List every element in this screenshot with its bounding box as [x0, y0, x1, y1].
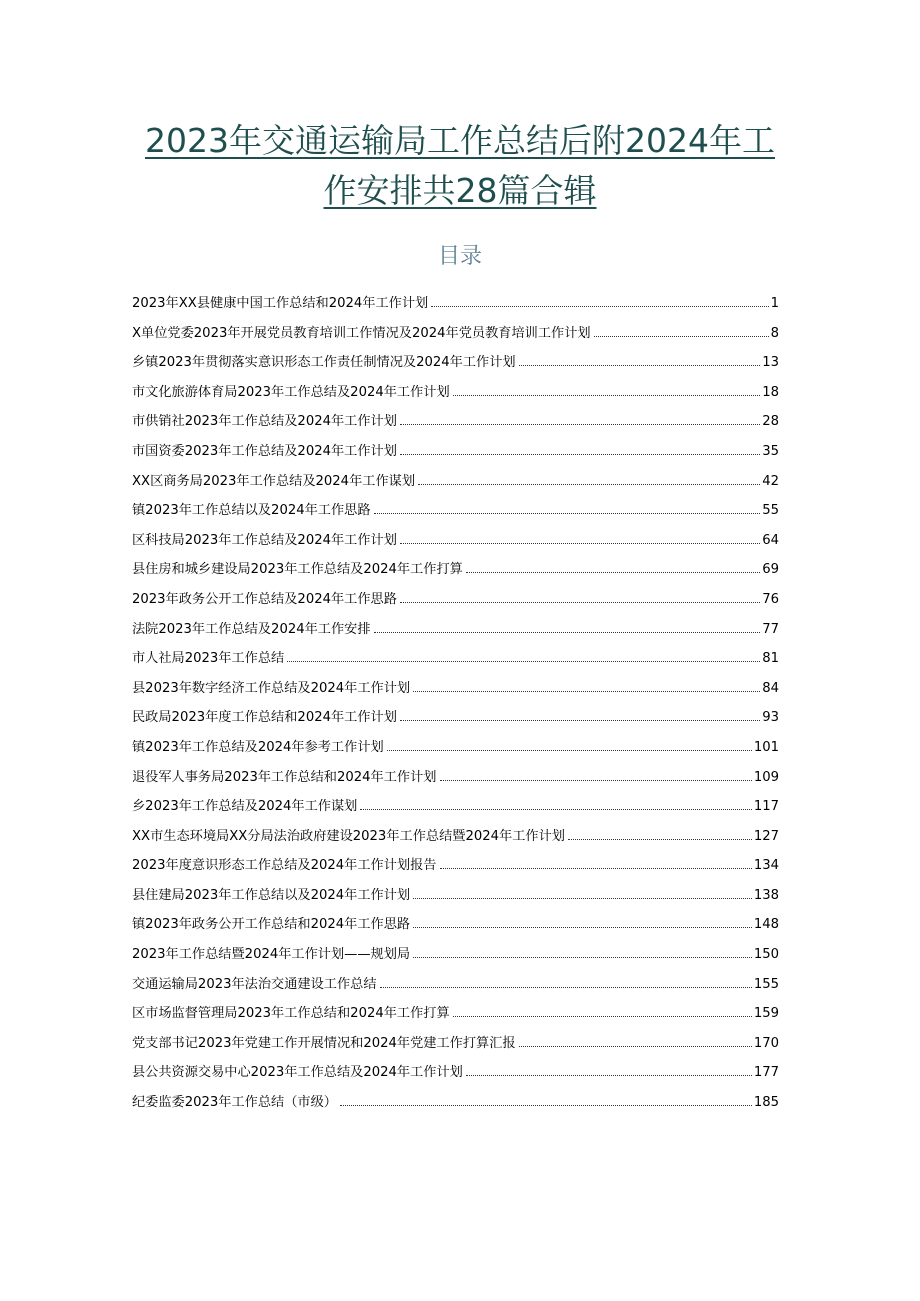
toc-dot-leader	[413, 671, 760, 692]
toc-entry-title: 区科技局2023年工作总结及2024年工作计划	[132, 532, 397, 548]
toc-entry-title: 退役军人事务局2023年工作总结和2024年工作计划	[132, 769, 437, 785]
toc-entry-page-number: 117	[753, 799, 779, 815]
toc-entry[interactable]	[132, 552, 779, 582]
toc-entry-page-number: 13	[762, 355, 779, 371]
toc-entry[interactable]	[132, 316, 779, 346]
toc-dot-leader	[380, 967, 752, 988]
toc-dot-leader	[400, 434, 760, 455]
toc-entry-title: XX区商务局2023年工作总结及2024年工作谋划	[132, 473, 416, 489]
toc-entry[interactable]	[132, 937, 779, 967]
toc-entry-title: 2023年度意识形态工作总结及2024年工作计划报告	[132, 858, 437, 874]
toc-entry-page-number: 84	[762, 680, 779, 696]
toc-entry-title: 市供销社2023年工作总结及2024年工作计划	[132, 414, 397, 430]
toc-entry-title: X单位党委2023年开展党员教育培训工作情况及2024年党员教育培训工作计划	[132, 325, 591, 341]
toc-dot-leader	[413, 878, 752, 899]
toc-heading: 目录	[437, 244, 482, 269]
toc-entry-page-number: 64	[762, 532, 779, 548]
toc-dot-leader	[400, 582, 760, 603]
toc-dot-leader	[413, 907, 752, 928]
toc-entry-page-number: 1	[770, 296, 779, 311]
toc-entry-page-number: 109	[753, 769, 779, 785]
toc-dot-leader	[413, 937, 752, 958]
toc-entry-title: XX市生态环境局XX分局法治政府建设2023年工作总结暨2024年工作计划	[132, 828, 565, 844]
toc-entry-page-number: 28	[762, 414, 779, 430]
toc-dot-leader	[466, 552, 760, 573]
toc-entry[interactable]	[132, 345, 779, 375]
toc-entry-title: 市国资委2023年工作总结及2024年工作计划	[132, 443, 397, 459]
toc-entry-title: 乡镇2023年贯彻落实意识形态工作责任制情况及2024年工作计划	[132, 355, 516, 371]
toc-entry-title: 乡2023年工作总结及2024年工作谋划	[132, 799, 358, 815]
toc-entry-title: 镇2023年工作总结及2024年参考工作计划	[132, 739, 384, 755]
toc-entry-page-number: 101	[753, 739, 779, 755]
toc-entry-page-number: 155	[753, 976, 779, 992]
toc-entry-title: 交通运输局2023年法治交通建设工作总结	[132, 976, 377, 992]
toc-dot-leader	[594, 316, 769, 337]
toc-entry-page-number: 55	[762, 503, 779, 519]
title-line-1: 2023年交通运输局工作总结后附2024年工	[145, 121, 775, 160]
toc-entry-page-number: 159	[753, 1006, 779, 1022]
toc-entry-page-number: 185	[753, 1095, 779, 1111]
toc-dot-leader	[400, 700, 760, 721]
toc-entry-page-number: 81	[762, 651, 779, 667]
toc-entry-page-number: 35	[762, 443, 779, 459]
toc-entry-page-number: 148	[753, 917, 779, 933]
document-title	[120, 116, 800, 216]
toc-dot-leader	[440, 848, 752, 869]
toc-entry[interactable]	[132, 404, 779, 434]
toc-entry-page-number: 170	[753, 1035, 779, 1051]
toc-entry-title: 镇2023年政务公开工作总结和2024年工作思路	[132, 917, 411, 933]
toc-dot-leader	[400, 404, 760, 425]
toc-entry-title: 县住建局2023年工作总结以及2024年工作计划	[132, 887, 411, 903]
toc-entry-title: 县公共资源交易中心2023年工作总结及2024年工作计划	[132, 1065, 463, 1081]
toc-dot-leader	[466, 1055, 752, 1076]
toc-entry[interactable]	[132, 612, 779, 642]
toc-entry[interactable]	[132, 493, 779, 523]
toc-dot-leader	[374, 493, 761, 514]
toc-entry-page-number: 42	[762, 473, 779, 489]
toc-entry-title: 纪委监委2023年工作总结（市级）	[132, 1095, 337, 1111]
toc-entry-title: 县住房和城乡建设局2023年工作总结及2024年工作打算	[132, 562, 463, 578]
toc-entry-page-number: 93	[762, 710, 779, 726]
toc-dot-leader	[519, 345, 761, 366]
toc-dot-leader	[453, 375, 761, 396]
toc-entry-title: 2023年政务公开工作总结及2024年工作思路	[132, 591, 397, 607]
toc-entry-page-number: 18	[762, 384, 779, 400]
toc-entry[interactable]	[132, 523, 779, 553]
toc-entry-page-number: 69	[762, 562, 779, 578]
toc-entry-title: 2023年工作总结暨2024年工作计划——规划局	[132, 947, 411, 963]
toc-entry-title: 法院2023年工作总结及2024年工作安排	[132, 621, 371, 637]
toc-dot-leader	[519, 1026, 752, 1047]
toc-entry-title: 镇2023年工作总结以及2024年工作思路	[132, 503, 371, 519]
toc-entry[interactable]	[132, 789, 779, 819]
toc-dot-leader	[374, 612, 761, 633]
toc-dot-leader	[360, 789, 751, 810]
toc-entry[interactable]	[132, 1055, 779, 1085]
toc-dot-leader	[340, 1085, 752, 1106]
toc-entry[interactable]	[132, 671, 779, 701]
toc-entry-page-number: 76	[762, 591, 779, 607]
toc-entry-title: 党支部书记2023年党建工作开展情况和2024年党建工作打算汇报	[132, 1035, 516, 1051]
toc-entry[interactable]	[132, 700, 779, 730]
toc-dot-leader	[387, 730, 752, 751]
toc-entry-page-number: 150	[753, 947, 779, 963]
toc-entry[interactable]	[132, 848, 779, 878]
toc-entry-title: 民政局2023年度工作总结和2024年工作计划	[132, 710, 397, 726]
toc-entry[interactable]	[132, 907, 779, 937]
toc-entry[interactable]	[132, 878, 779, 908]
toc-entry-page-number: 77	[762, 621, 779, 637]
toc-entry-title: 市人社局2023年工作总结	[132, 651, 285, 667]
toc-entry-page-number: 138	[753, 887, 779, 903]
toc-dot-leader	[453, 996, 752, 1017]
toc-dot-leader	[568, 819, 752, 840]
toc-entry[interactable]	[132, 967, 779, 997]
toc-dot-leader	[400, 523, 760, 544]
toc-entry-page-number: 177	[753, 1065, 779, 1081]
title-line-2: 作安排共28篇合辑	[323, 171, 597, 210]
toc-entry[interactable]	[132, 434, 779, 464]
toc-dot-leader	[418, 464, 760, 485]
toc-dot-leader	[431, 286, 768, 307]
toc-entry[interactable]	[132, 375, 779, 405]
toc-entry[interactable]	[132, 1026, 779, 1056]
toc-entry[interactable]	[132, 641, 779, 671]
toc-entry[interactable]	[132, 464, 779, 494]
toc-entry[interactable]	[132, 996, 779, 1026]
toc-entry-title: 市文化旅游体育局2023年工作总结及2024年工作计划	[132, 384, 450, 400]
toc-dot-leader	[287, 641, 760, 662]
toc-dot-leader	[440, 760, 752, 781]
toc-entry[interactable]	[132, 582, 779, 612]
toc-entry[interactable]	[132, 819, 779, 849]
table-of-contents	[132, 286, 779, 1115]
toc-entry-page-number: 134	[753, 858, 779, 874]
toc-entry-title: 区市场监督管理局2023年工作总结和2024年工作打算	[132, 1006, 450, 1022]
toc-entry[interactable]	[132, 760, 779, 790]
toc-entry[interactable]	[132, 1085, 779, 1115]
toc-entry[interactable]	[132, 286, 779, 316]
toc-entry-title: 2023年XX县健康中国工作总结和2024年工作计划	[132, 296, 429, 311]
toc-entry-title: 县2023年数字经济工作总结及2024年工作计划	[132, 680, 411, 696]
toc-entry-page-number: 8	[770, 325, 779, 341]
toc-entry[interactable]	[132, 730, 779, 760]
toc-entry-page-number: 127	[753, 828, 779, 844]
